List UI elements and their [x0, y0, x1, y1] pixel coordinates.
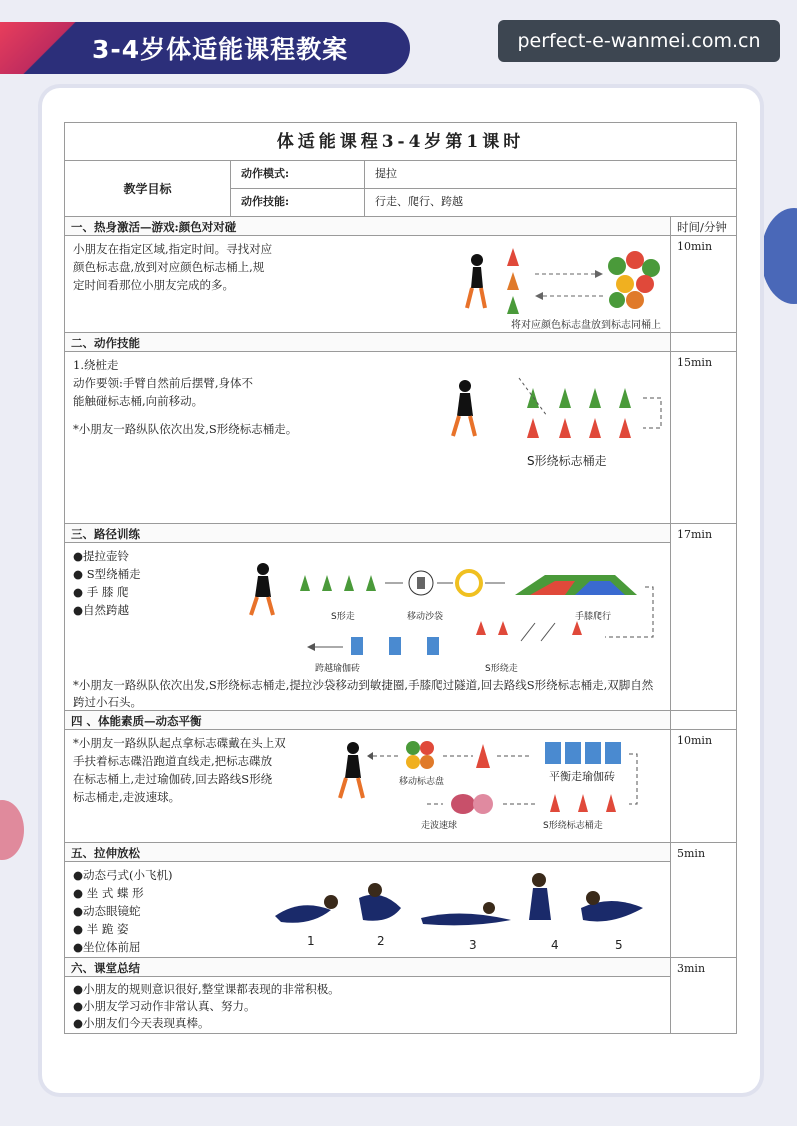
section-4-header: [65, 711, 736, 730]
section-time: 10min: [670, 236, 736, 332]
illustration-caption: 移动沙袋: [407, 612, 444, 622]
movement-mode-label: 动作模式:: [231, 161, 365, 188]
text-line: 1.绕桩走: [73, 358, 119, 372]
section-time: 5min: [670, 843, 736, 957]
slalom-illustration: [443, 372, 673, 452]
section-time: 10min: [670, 730, 736, 842]
list-item: ● 坐 式 蝶 形: [73, 886, 144, 900]
color-match-illustration: [455, 240, 665, 320]
illustration-caption: S形绕走: [485, 664, 518, 674]
movement-mode-value: 提拉: [375, 167, 397, 180]
list-item: ●自然跨越: [73, 603, 130, 617]
section-time: 17min: [670, 524, 736, 710]
section-3-header: [65, 524, 736, 543]
pose-number: 2: [377, 934, 385, 948]
goal-label: 教学目标: [65, 161, 231, 216]
text-line: 小朋友在指定区域,指定时间。寻找对应: [73, 242, 273, 256]
stretch-poses-illustration: [271, 868, 661, 938]
goal-row: [65, 161, 736, 217]
list-item: ●小朋友的规则意识很好,整堂课都表现的非常积极。: [73, 982, 340, 996]
illustration-caption: 将对应颜色标志盘放到标志同桶上: [511, 320, 661, 331]
lesson-plan-table: [64, 122, 737, 1034]
section-heading: 一、热身激活—游戏:颜色对对碰: [65, 217, 670, 235]
section-2-body: [65, 352, 736, 524]
list-item: ●动态弓式(小飞机): [73, 868, 173, 882]
text-line: 手扶着标志碟沿跑道直线走,把标志碟放: [73, 754, 273, 768]
illustration-caption: S形绕标志桶走: [543, 821, 603, 831]
banner-accent: [0, 22, 84, 74]
pose-number: 5: [615, 938, 623, 952]
illustration-caption: S形绕标志桶走: [527, 454, 607, 468]
section-heading: 三、路径训练: [65, 524, 670, 542]
list-item: ● 半 跪 姿: [73, 922, 129, 936]
section-heading: 五、拉伸放松: [65, 843, 670, 861]
section-5-header: [65, 843, 736, 862]
section-1-body: [65, 236, 736, 333]
illustration-caption: 平衡走瑜伽砖: [549, 770, 615, 783]
list-item: ●小朋友学习动作非常认真、努力。: [73, 999, 256, 1013]
section-2-header: [65, 333, 736, 352]
decor-circle-right: [761, 208, 797, 304]
text-line: 定时间看那位小朋友完成的多。: [73, 278, 234, 292]
decor-circle-left: [0, 800, 24, 860]
illustration-caption: 跨越瑜伽砖: [315, 664, 361, 674]
list-item: ● 手 膝 爬: [73, 585, 129, 599]
text-line: 在标志桶上,走过瑜伽砖,回去路线S形绕: [73, 772, 273, 786]
text-line: 标志桶走,走波速球。: [73, 790, 181, 804]
section-heading: 六、课堂总结: [65, 958, 670, 976]
list-item: ●坐位体前屈: [73, 940, 141, 954]
illustration-caption: S形走: [331, 612, 355, 622]
section-6-header: [65, 958, 736, 977]
watermark: perfect-e-wanmei.com.cn: [498, 20, 780, 62]
list-item: ●提拉壶铃: [73, 549, 130, 563]
pose-number: 4: [551, 938, 559, 952]
section-4-body: [65, 730, 736, 843]
time-header: 时间/分钟: [670, 217, 736, 235]
illustration-caption: 走波速球: [421, 821, 458, 831]
movement-skill-label: 动作技能:: [231, 189, 365, 216]
text-note: *小朋友一路纵队依次出发,S形绕标志桶走。: [73, 422, 298, 436]
text-line: 颜色标志盘,放到对应颜色标志桶上,规: [73, 260, 265, 274]
text-line: 动作要领:手臂自然前后摆臂,身体不: [73, 376, 254, 390]
text-line: 能触碰标志桶,向前移动。: [73, 394, 204, 408]
section-heading: 二、动作技能: [65, 333, 670, 351]
section-1-header: [65, 217, 736, 236]
text-note: *小朋友一路纵队依次出发,S形绕标志桶走,提拉沙袋移动到敏捷圈,手膝爬过隧道,回去路线S形绕标志桶走,双脚自然跨过小石头。: [73, 678, 654, 709]
list-item: ●动态眼镜蛇: [73, 904, 141, 918]
illustration-caption: 手膝爬行: [575, 612, 612, 622]
section-time: 15min: [670, 352, 736, 523]
list-item: ●小朋友们今天表现真棒。: [73, 1016, 210, 1030]
text-line: *小朋友一路纵队起点拿标志碟戴在头上双: [73, 736, 286, 750]
list-item: ● S型绕桶走: [73, 567, 141, 581]
movement-skill-value: 行走、爬行、跨越: [375, 195, 463, 208]
section-time: 3min: [670, 958, 736, 1033]
lesson-title: 体适能课程3-4岁第1课时: [65, 123, 736, 161]
page-title: 3-4岁体适能课程教案: [92, 35, 349, 64]
pose-number: 3: [469, 938, 477, 952]
pose-number: 1: [307, 934, 315, 948]
section-heading: 四 、体能素质—动态平衡: [65, 711, 670, 729]
illustration-caption: 移动标志盘: [399, 777, 445, 787]
